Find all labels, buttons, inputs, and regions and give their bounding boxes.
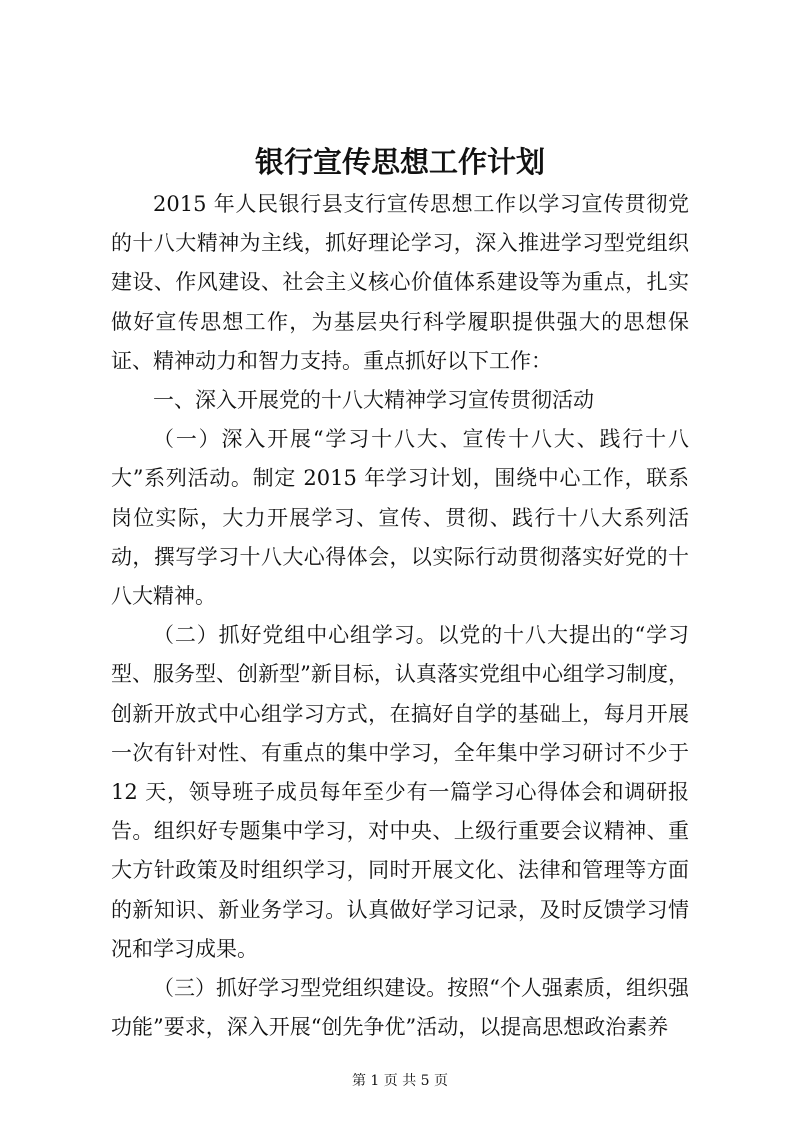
- paragraph-intro: 2015 年人民银行县支行宣传思想工作以学习宣传贯彻党的十八大精神为主线，抓好理论学习，深入推进学习型党组织建设、作风建设、社会主义核心价值体系建设等为重点，扎实做好宣传思想工作，为基层央行科学履职提供强大的思想保证、精神动力和智力支持。重点抓好以下工作：: [111, 192, 689, 373]
- page-footer: 第 1 页 共 5 页: [351, 1073, 449, 1089]
- paragraph-item-3: （三）抓好学习型党组织建设。按照“个人强素质，组织强功能”要求，深入开展“创先争优”活动，以提高思想政治素养: [111, 976, 689, 1040]
- document-body: [111, 185, 689, 1047]
- document-title: 银行宣传思想工作计划: [254, 145, 545, 179]
- paragraph-item-2: （二）抓好党组中心组学习。以党的十八大提出的“学习型、服务型、创新型”新目标，认真落实党组中心组学习制度，创新开放式中心组学习方式，在搞好自学的基础上，每月开展一次有针对性、有重点的集中学习，全年集中学习研讨不少于 12 天，领导班子成员每年至少有一篇学习心得体会和调研报告。组织好专题集中学习，对中央、上级行重要会议精神、重大方针政策及时组织学习，同时开展文化、法律和管理等方面的新知识、新业务学习。认真做好学习记录，及时反馈学习情况和学习成果。: [111, 623, 689, 961]
- paragraph-item-1: （一）深入开展“学习十八大、宣传十八大、践行十八大”系列活动。制定 2015 年学习计划，围绕中心工作，联系岗位实际，大力开展学习、宣传、贯彻、践行十八大系列活动，撰写学习十八大心得体会，以实际行动贯彻落实好党的十八大精神。: [111, 427, 689, 609]
- section-heading-1: 一、深入开展党的十八大精神学习宣传贯彻活动: [153, 388, 594, 413]
